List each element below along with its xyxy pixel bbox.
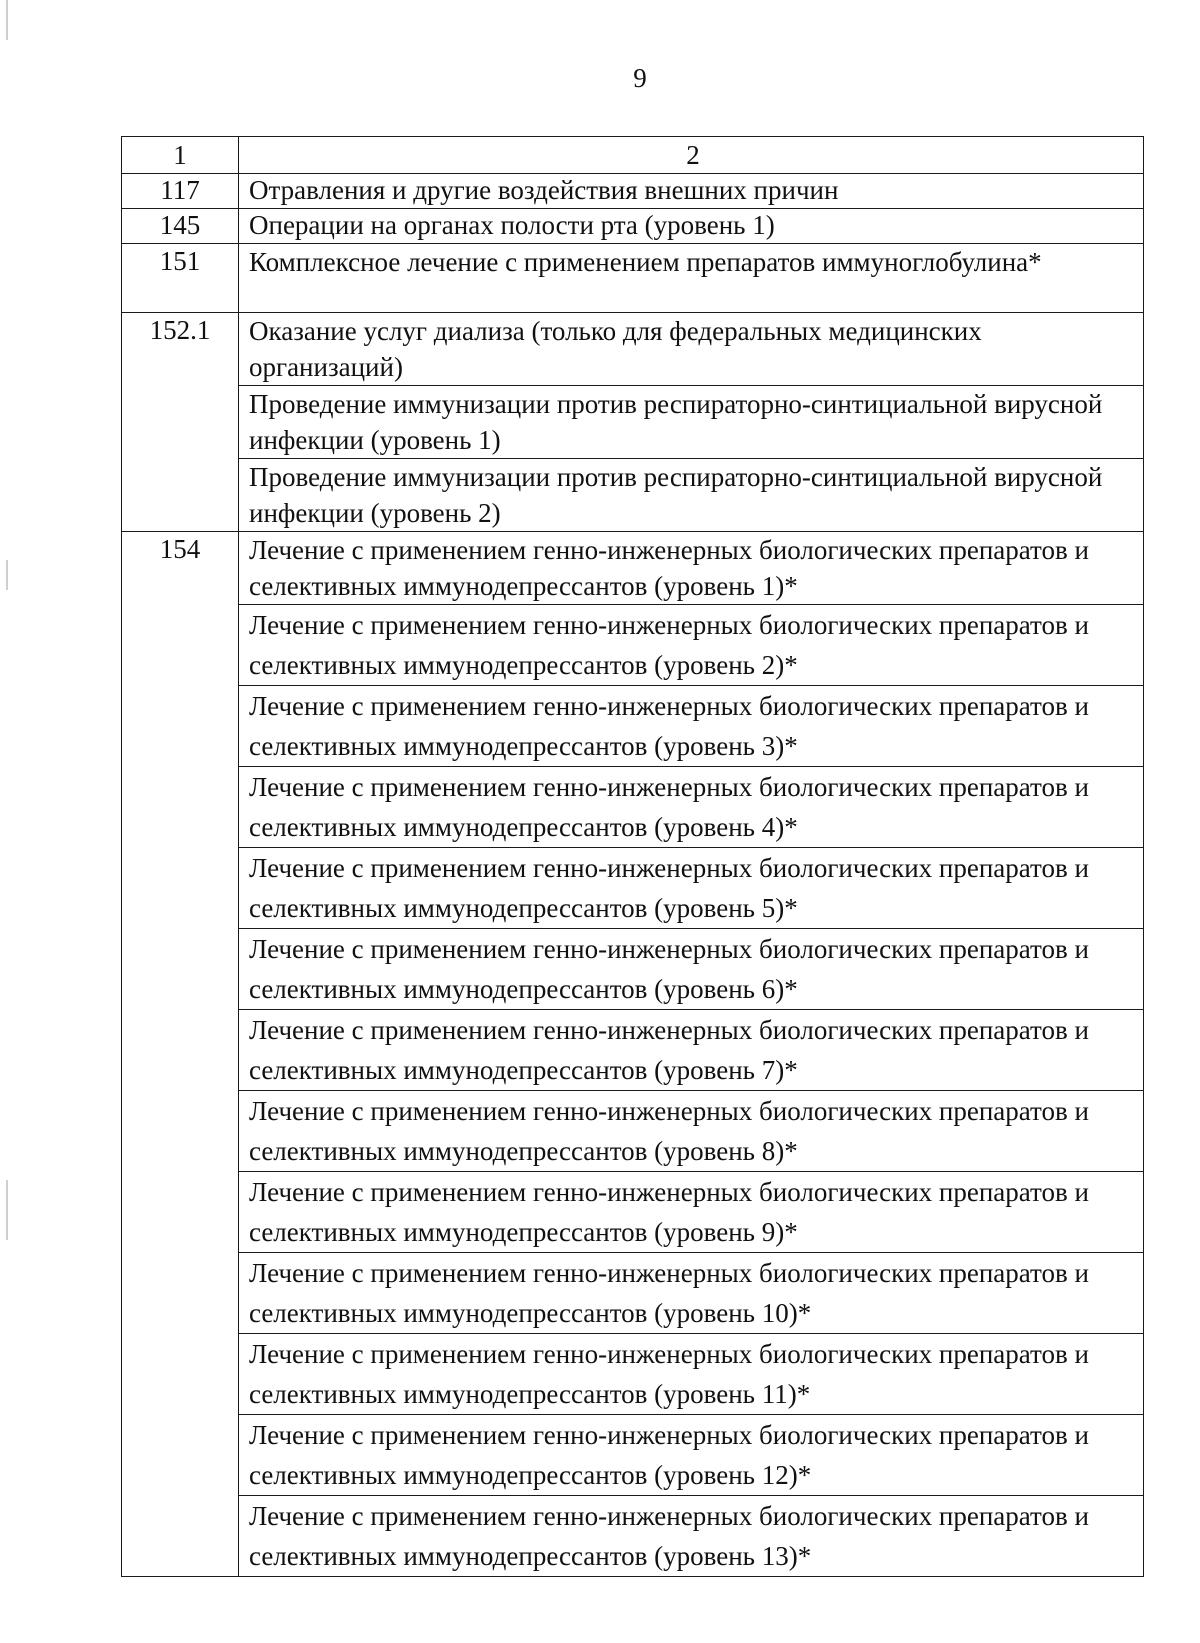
name-cell: Лечение с применением генно-инженерных биологических препаратов и селективных иммунодепрессантов (уровень 9)* [239, 1172, 1144, 1253]
table-row [122, 174, 1144, 209]
table-row [122, 605, 1144, 686]
name-cell: Проведение иммунизации против респираторно-синтициальной вирусной инфекции (уровень 2) [239, 459, 1144, 532]
procedures-table [121, 136, 1144, 1577]
scan-edge-mark [6, 560, 8, 590]
code-cell: 151 [122, 244, 239, 313]
name-cell: Лечение с применением генно-инженерных биологических препаратов и селективных иммунодепрессантов (уровень 11)* [239, 1334, 1144, 1415]
code-cell: 152.1 [122, 313, 239, 532]
table-row [122, 386, 1144, 459]
table-row [122, 686, 1144, 767]
table-row [122, 1334, 1144, 1415]
name-cell: Лечение с применением генно-инженерных биологических препаратов и селективных иммунодепрессантов (уровень 13)* [239, 1496, 1144, 1577]
name-cell: Лечение с применением генно-инженерных биологических препаратов и селективных иммунодепрессантов (уровень 3)* [239, 686, 1144, 767]
table-row [122, 1496, 1144, 1577]
name-cell: Комплексное лечение с применением препаратов иммуноглобулина* [239, 244, 1144, 313]
name-cell: Лечение с применением генно-инженерных биологических препаратов и селективных иммунодепрессантов (уровень 5)* [239, 848, 1144, 929]
table-row [122, 1172, 1144, 1253]
name-cell: Лечение с применением генно-инженерных биологических препаратов и селективных иммунодепрессантов (уровень 7)* [239, 1010, 1144, 1091]
table-row [122, 1253, 1144, 1334]
scan-edge-mark [6, 0, 8, 40]
name-cell: Лечение с применением генно-инженерных биологических препаратов и селективных иммунодепрессантов (уровень 1)* [239, 532, 1144, 605]
name-cell: Лечение с применением генно-инженерных биологических препаратов и селективных иммунодепрессантов (уровень 2)* [239, 605, 1144, 686]
code-cell: 145 [122, 209, 239, 244]
table-row [122, 459, 1144, 532]
code-cell: 117 [122, 174, 239, 209]
name-cell: Лечение с применением генно-инженерных биологических препаратов и селективных иммунодепрессантов (уровень 4)* [239, 767, 1144, 848]
table-row [122, 532, 1144, 605]
header-cell-col1: 1 [122, 137, 239, 174]
table-row [122, 848, 1144, 929]
table-header-row [122, 137, 1144, 174]
scan-edge-mark [6, 1180, 8, 1240]
table-row [122, 767, 1144, 848]
name-cell: Лечение с применением генно-инженерных биологических препаратов и селективных иммунодепрессантов (уровень 10)* [239, 1253, 1144, 1334]
page-number: 9 [633, 63, 647, 93]
table-row [122, 929, 1144, 1010]
table-row [122, 1415, 1144, 1496]
name-cell: Операции на органах полости рта (уровень 1) [239, 209, 1144, 244]
table-row [122, 1010, 1144, 1091]
table-row [122, 1091, 1144, 1172]
name-cell: Лечение с применением генно-инженерных биологических препаратов и селективных иммунодепрессантов (уровень 6)* [239, 929, 1144, 1010]
table-row [122, 244, 1144, 313]
table-row [122, 313, 1144, 386]
header-cell-col2: 2 [239, 137, 1144, 174]
name-cell: Оказание услуг диализа (только для федеральных медицинских организаций) [239, 313, 1144, 386]
code-cell: 154 [122, 532, 239, 1577]
name-cell: Лечение с применением генно-инженерных биологических препаратов и селективных иммунодепрессантов (уровень 8)* [239, 1091, 1144, 1172]
name-cell: Проведение иммунизации против респираторно-синтициальной вирусной инфекции (уровень 1) [239, 386, 1144, 459]
table-row [122, 209, 1144, 244]
name-cell: Отравления и другие воздействия внешних причин [239, 174, 1144, 209]
name-cell: Лечение с применением генно-инженерных биологических препаратов и селективных иммунодепрессантов (уровень 12)* [239, 1415, 1144, 1496]
